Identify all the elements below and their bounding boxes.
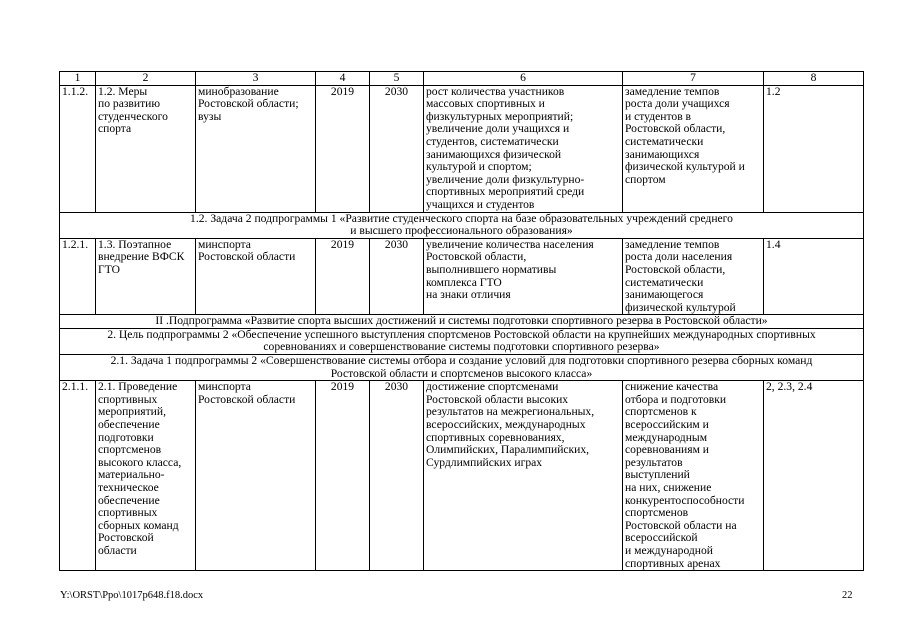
start-year: 2019 — [316, 85, 370, 212]
expected-result: увеличение количества населения Ростовской области, выполнившего нормативы комплекса ГТО на знаки отличия — [424, 238, 623, 315]
task-heading-row — [60, 212, 864, 238]
start-year: 2019 — [316, 238, 370, 315]
non-implementation-consequence: замедление темпов роста доли населения Ростовской области, систематически занимающегося физической культурой — [623, 238, 764, 315]
task-heading: 1.2. Задача 2 подпрограммы 1 «Развитие студенческого спорта на базе образовательных учреждений среднего и высшего профессионального образования» — [60, 212, 864, 238]
measure-name: 1.3. Поэтапное внедрение ВФСК ГТО — [96, 238, 196, 315]
subprogram-heading-row — [60, 315, 864, 329]
expected-result: рост количества участников массовых спортивных и физкультурных мероприятий; увеличение доли учащихся и студентов, систематически занимающихся физической культурой и спортом; увеличение доли физкультурно- спортивных мероприятий среди учащихся и студентов — [424, 85, 623, 212]
task-heading: 2.1. Задача 1 подпрограммы 2 «Совершенствование системы отбора и создание условий для подготовки спортивного резерва сборных команд Ростовской области и спортсменов высокого класса» — [60, 355, 864, 381]
non-implementation-consequence: снижение качества отбора и подготовки спортсменов к всероссийским и международным соревнованиям и результатов выступлений на них, снижение конкурентоспособности спортсменов Ростовской области на всероссийской и международной спортивных аренах — [623, 381, 764, 571]
goal-heading-row — [60, 328, 864, 354]
non-implementation-consequence: замедление темпов роста доли учащихся и студентов в Ростовской области, систематически занимающихся физической культурой и спортом — [623, 85, 764, 212]
end-year: 2030 — [370, 381, 424, 571]
page-number: 22 — [842, 590, 853, 601]
measure-name: 2.1. Проведение спортивных мероприятий, обеспечение подготовки спортсменов высокого класса, материально- техническое обеспечение спортивных сборных команд Ростовской области — [96, 381, 196, 571]
row-number: 1.2.1. — [60, 238, 96, 315]
end-year: 2030 — [370, 238, 424, 315]
footer-file-path: Y:\ORST\Ppo\1017p648.f18.docx — [60, 590, 204, 601]
executor: минспорта Ростовской области — [196, 238, 316, 315]
table-row — [60, 85, 864, 212]
indicator-link: 1.4 — [764, 238, 864, 315]
col-header: 1 — [60, 72, 96, 86]
col-header: 3 — [196, 72, 316, 86]
col-header: 4 — [316, 72, 370, 86]
indicator-link: 2, 2.3, 2.4 — [764, 381, 864, 571]
table-row — [60, 381, 864, 571]
executor: минспорта Ростовской области — [196, 381, 316, 571]
col-header: 8 — [764, 72, 864, 86]
row-number: 1.1.2. — [60, 85, 96, 212]
indicator-link: 1.2 — [764, 85, 864, 212]
expected-result: достижение спортсменами Ростовской области высоких результатов на межрегиональных, всероссийских, международных спортивных соревнованиях, Олимпийских, Паралимпийских, Сурдлимпийских играх — [424, 381, 623, 571]
column-number-row — [60, 72, 864, 86]
col-header: 2 — [96, 72, 196, 86]
goal-heading: 2. Цель подпрограммы 2 «Обеспечение успешного выступления спортсменов Ростовской области на крупнейших международных спортивных соревнованиях и совершенствование системы подготовки спортивного резерва» — [60, 328, 864, 354]
end-year: 2030 — [370, 85, 424, 212]
col-header: 7 — [623, 72, 764, 86]
task-heading-row — [60, 355, 864, 381]
col-header: 5 — [370, 72, 424, 86]
col-header: 6 — [424, 72, 623, 86]
executor: минобразование Ростовской области; вузы — [196, 85, 316, 212]
measure-name: 1.2. Меры по развитию студенческого спорта — [96, 85, 196, 212]
subprogram-heading: II .Подпрограмма «Развитие спорта высших достижений и системы подготовки спортивного резерва в Ростовской области» — [60, 315, 864, 329]
row-number: 2.1.1. — [60, 381, 96, 571]
measures-table — [59, 71, 864, 571]
table-row — [60, 238, 864, 315]
start-year: 2019 — [316, 381, 370, 571]
